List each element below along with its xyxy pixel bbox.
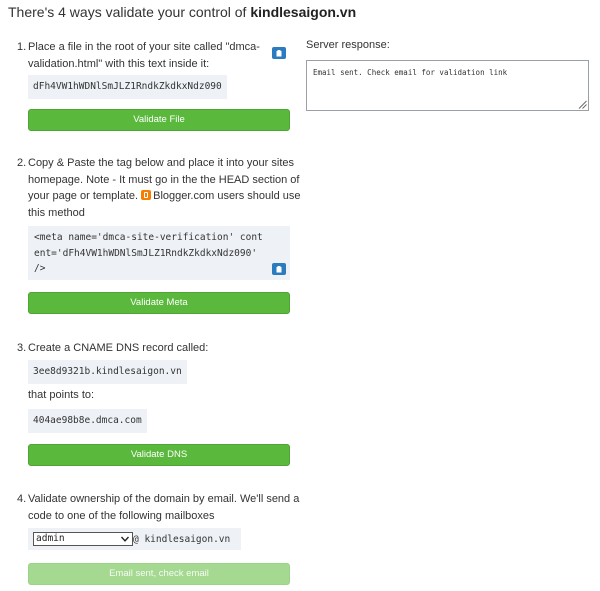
meta-tag-line-2: ent='dFh4VW1hWDNlSmJLZ1RndkZkdkxNdz090' bbox=[34, 247, 258, 259]
validate-meta-button[interactable]: Validate Meta bbox=[28, 292, 290, 314]
step-3 bbox=[17, 340, 302, 357]
step-4-text: Validate ownership of the domain by email. We'll send a code to one of the following mailboxes bbox=[28, 493, 300, 522]
step-1-text: Place a file in the root of your site called "dmca-validation.html" with this text inside it: bbox=[28, 41, 260, 70]
page-title bbox=[8, 4, 356, 20]
step-4 bbox=[17, 491, 302, 524]
mailbox-select[interactable] bbox=[33, 532, 133, 546]
step-2-number: 2. bbox=[17, 157, 27, 169]
validate-dns-button[interactable]: Validate DNS bbox=[28, 444, 290, 466]
cname-record-code: 3ee8d9321b.kindlesaigon.vn bbox=[28, 360, 187, 384]
clipboard-icon bbox=[276, 50, 282, 57]
clipboard-icon bbox=[276, 266, 282, 273]
step-3-text: Create a CNAME DNS record called: bbox=[28, 342, 209, 354]
validation-file-code: dFh4VW1hWDNlSmJLZ1RndkZkdkxNdz090 bbox=[28, 75, 227, 99]
step-2-blogger-note: Blogger.com users should use this method bbox=[28, 190, 301, 219]
meta-tag-line-3: /> bbox=[34, 263, 46, 274]
step-2-text bbox=[28, 155, 302, 221]
meta-tag-line-1: <meta name='dmca-site-verification' cont bbox=[34, 232, 263, 243]
cname-target-code: 404ae98b8e.dmca.com bbox=[28, 409, 147, 433]
step-1-number: 1. bbox=[17, 41, 27, 53]
mailbox-domain: @ kindlesaigon.vn bbox=[133, 534, 231, 545]
server-response-textarea[interactable] bbox=[306, 60, 589, 111]
mailbox-select-value: admin bbox=[36, 533, 65, 544]
blogger-icon bbox=[141, 190, 151, 200]
validate-file-button[interactable]: Validate File bbox=[28, 109, 290, 131]
meta-tag-code bbox=[28, 226, 290, 280]
step-4-number: 4. bbox=[17, 493, 27, 505]
step-1 bbox=[17, 39, 302, 72]
page-title-domain: kindlesaigon.vn bbox=[250, 4, 357, 20]
copy-meta-tag-button[interactable] bbox=[272, 263, 286, 275]
copy-file-text-button[interactable] bbox=[272, 47, 286, 59]
page-title-text: There's 4 ways validate your control of bbox=[8, 4, 251, 20]
step-2 bbox=[17, 155, 302, 221]
email-sent-button: Email sent, check email bbox=[28, 563, 290, 585]
resize-handle-icon[interactable] bbox=[578, 100, 587, 109]
step-2-text-main: Copy & Paste the tag below and place it into your sites homepage. Note - It must go in the the HEAD section of your page or template. bbox=[28, 157, 300, 202]
server-response-label: Server response: bbox=[306, 39, 390, 51]
points-to-label: that points to: bbox=[28, 389, 95, 401]
chevron-down-icon bbox=[120, 534, 130, 544]
step-3-number: 3. bbox=[17, 342, 27, 354]
